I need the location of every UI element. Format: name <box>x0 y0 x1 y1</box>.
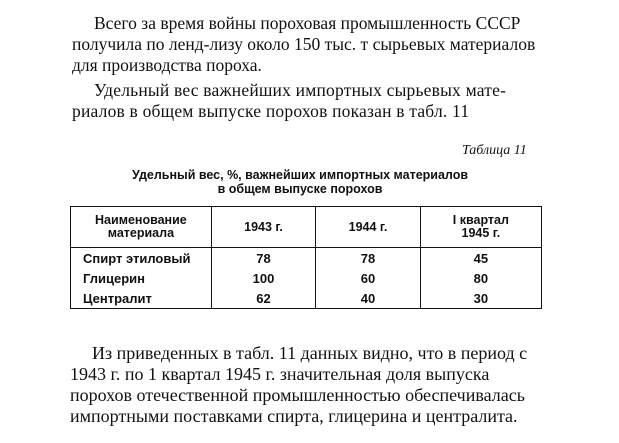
text-line: Всего за время войны пороховая промышленность СССР <box>94 13 521 33</box>
table-row <box>71 288 542 309</box>
text-line: импортными поставками спирта, глицерина и централита. <box>70 406 518 426</box>
cell-material: Спирт этиловый <box>71 248 212 269</box>
cell-value: 60 <box>316 268 420 288</box>
text-line: Из приведенных в табл. 11 данных видно, что в период с <box>92 343 528 363</box>
table-caption <box>100 168 500 196</box>
table-number-label: Таблица 11 <box>462 143 527 158</box>
header-text: 1945 г. <box>461 226 501 240</box>
caption-line: в общем выпуске порохов <box>217 182 383 196</box>
header-text: материала <box>107 226 175 240</box>
header-text: Наименование <box>95 213 187 227</box>
table-header-row <box>71 207 542 248</box>
cell-material: Централит <box>71 288 212 309</box>
header-1944 <box>316 207 420 248</box>
import-materials-table <box>70 206 542 309</box>
cell-value: 30 <box>420 288 541 309</box>
cell-material: Глицерин <box>71 268 212 288</box>
text-line: получила по ленд-лизу около 150 тыс. т сырьевых материалов <box>72 34 536 54</box>
cell-value: 45 <box>420 248 541 269</box>
cell-value: 100 <box>211 268 315 288</box>
paragraph-import-share <box>72 80 562 122</box>
header-material <box>71 207 212 248</box>
text-line: 1943 г. по 1 квартал 1945 г. значительная доля выпуска <box>70 364 490 384</box>
header-text: I квартал <box>452 213 509 227</box>
text-line: Удельный вес важнейших импортных сырьевых мате- <box>94 80 507 100</box>
cell-value: 78 <box>316 248 420 269</box>
cell-value: 80 <box>420 268 541 288</box>
header-text: 1944 г. <box>348 219 388 234</box>
table-row <box>71 268 542 288</box>
cell-value: 62 <box>211 288 315 309</box>
text-line: порохов отечественной промышленностью обеспечивалась <box>70 385 525 405</box>
caption-line: Удельный вес, %, важнейших импортных материалов <box>131 168 469 182</box>
header-q1-1945 <box>420 207 541 248</box>
cell-value: 40 <box>316 288 420 309</box>
text-line: для производства пороха. <box>72 55 262 75</box>
cell-value: 78 <box>211 248 315 269</box>
paragraph-conclusion <box>70 343 570 427</box>
header-1943 <box>211 207 315 248</box>
header-text: 1943 г. <box>244 219 283 234</box>
paragraph-lend-lease <box>72 13 562 76</box>
text-line: риалов в общем выпуске порохов показан в табл. 11 <box>72 101 470 121</box>
table-row <box>71 248 542 269</box>
